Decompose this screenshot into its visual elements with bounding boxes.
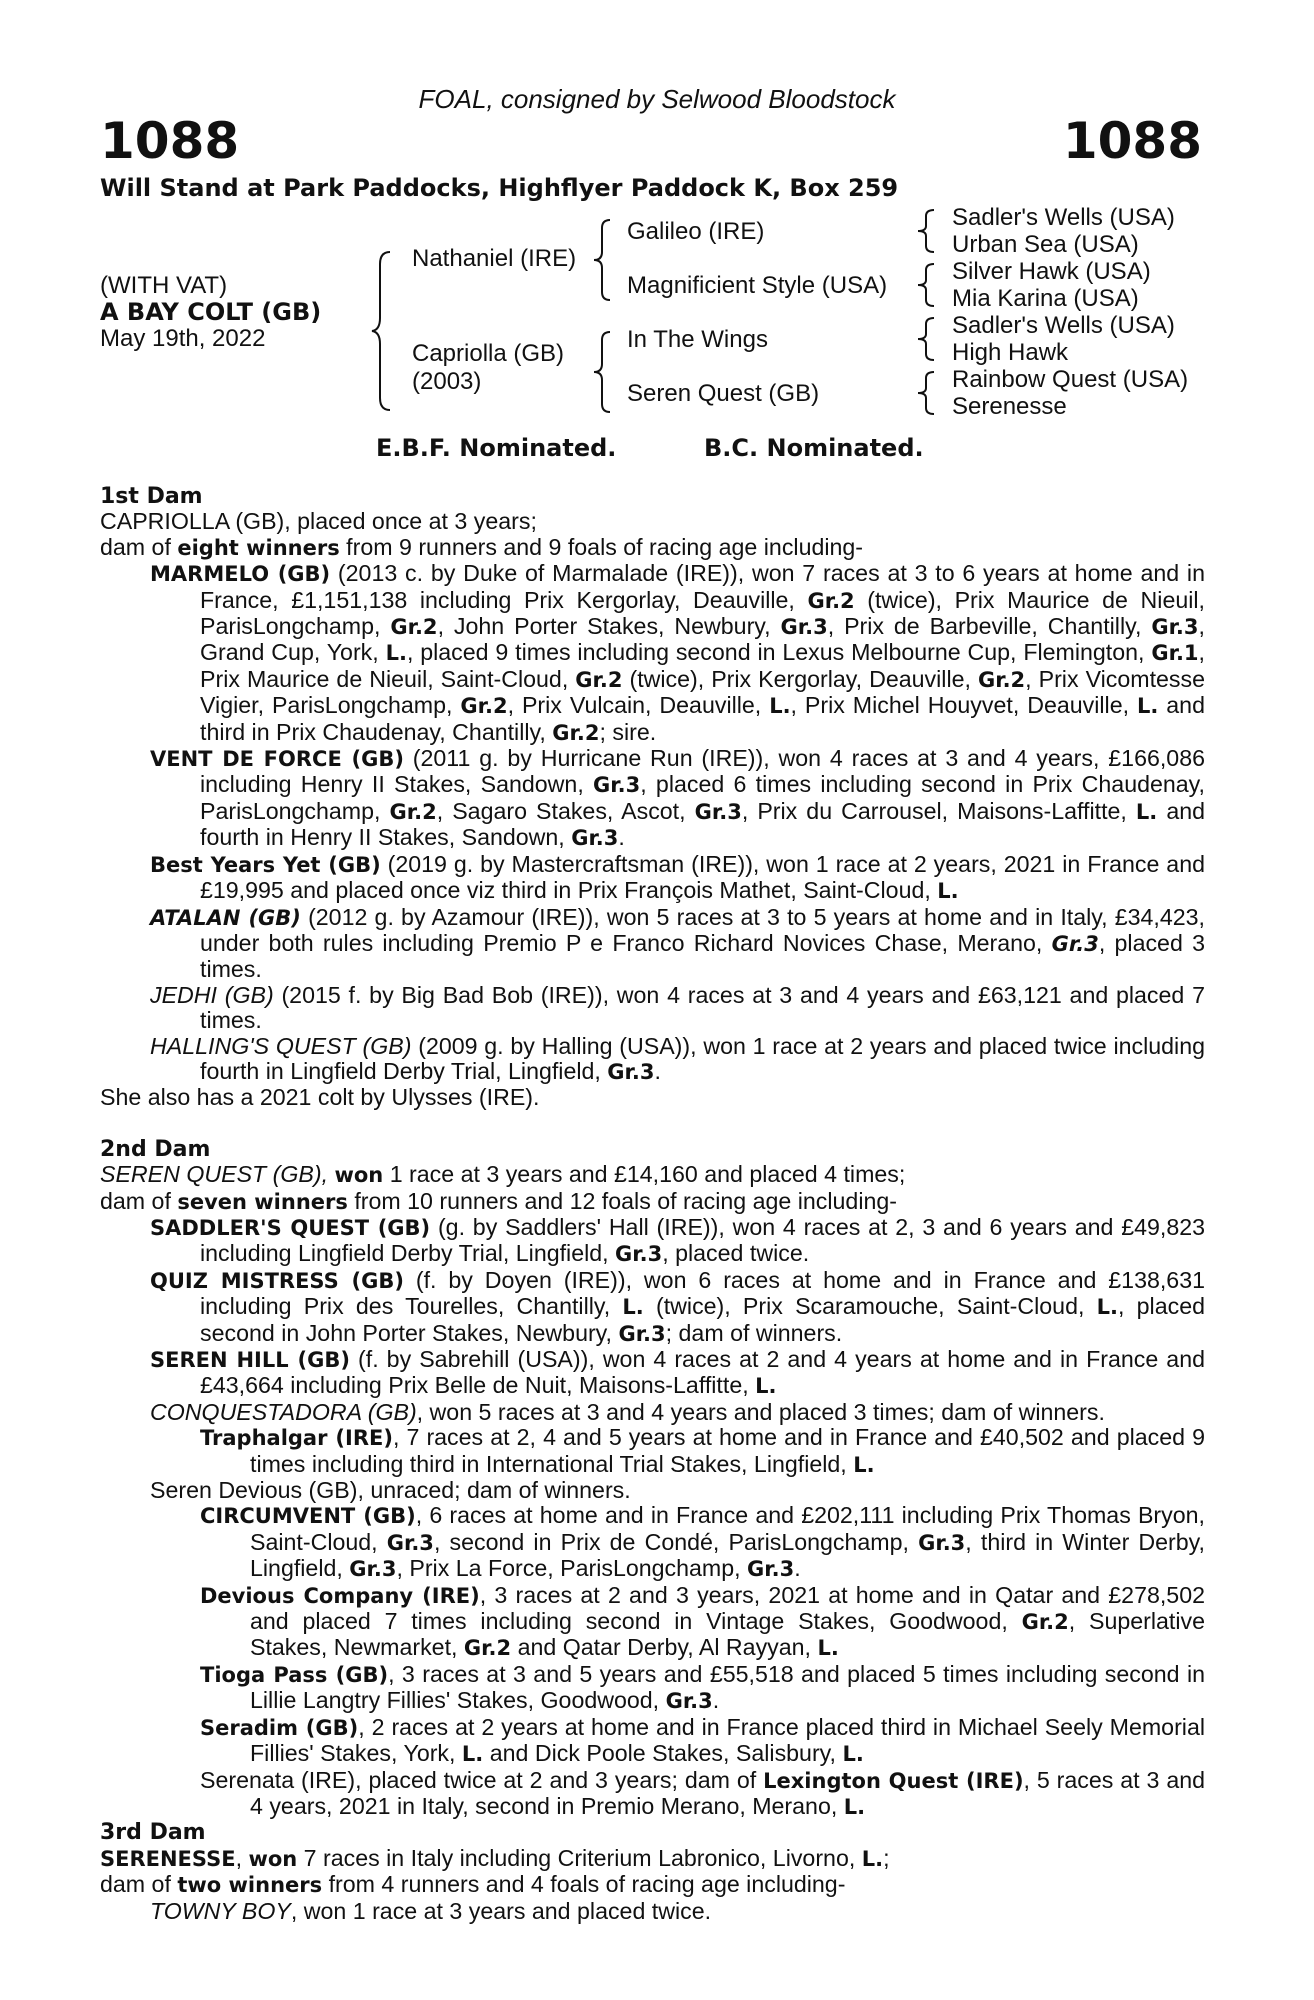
stabling-location: Will Stand at Park Paddocks, Highflyer Paddock K, Box 259 (100, 174, 899, 202)
produce-entry-conquestadora: CONQUESTADORA (GB), won 5 races at 3 and 4 years and placed 3 times; dam of winners. (150, 1398, 1105, 1425)
second-dam-line: SEREN QUEST (GB), won 1 race at 3 years and £14,160 and placed 4 times; (100, 1161, 906, 1188)
pedigree-dam-year: (2003) (412, 368, 482, 395)
pedigree-g3-7: Rainbow Quest (USA) (952, 366, 1189, 393)
produce-entry-atalan: ATALAN (GB) (2012 g. by Azamour (IRE)), won 5 races at 3 to 5 years at home and in Italy, £34,423, under both rules including Premio P e Franco Richard Novices Chase, Merano, Gr.3, placed 3 times. (150, 903, 1205, 983)
produce-entry-quiz-mistress: QUIZ MISTRESS (GB) (f. by Doyen (IRE)), won 6 races at home and in France and £138,631 including Prix des Tourelles, Chantilly, L. (twice), Prix Scaramouche, Saint-Cloud, L., placed second in John Porter Stakes, Newbury, Gr.3; dam of winners. (150, 1266, 1205, 1346)
produce-entry-saddlers-quest: SADDLER'S QUEST (GB) (g. by Saddlers' Hall (IRE)), won 4 races at 2, 3 and 6 years and £49,823 including Lingfield Derby Trial, Lingfield, Gr.3, placed twice. (150, 1213, 1206, 1267)
consignor-line: FOAL, consigned by Selwood Bloodstock (418, 84, 896, 114)
bc-nomination: B.C. Nominated. (704, 434, 924, 462)
produce-entry-tioga-pass: Tioga Pass (GB), 3 races at 3 and 5 years and £55,518 and placed 5 times including second in Lillie Langtry Fillies' Stakes, Goodwood, Gr.3. (200, 1660, 1205, 1714)
pedigree-g3-5: Sadler's Wells (USA) (952, 312, 1175, 339)
lot-number-right: 1088 (1062, 112, 1202, 170)
pedigree-dam-sire: In The Wings (627, 326, 768, 353)
produce-entry-seren-devious: Seren Devious (GB), unraced; dam of winners. (150, 1477, 631, 1504)
produce-record (100, 484, 1205, 1924)
produce-entry-towny-boy: TOWNY BOY, won 1 race at 3 years and placed twice. (150, 1897, 712, 1924)
ebf-nomination: E.B.F. Nominated. (376, 434, 617, 462)
pedigree-brace-dam (592, 330, 612, 414)
pedigree-g3-4: Mia Karina (USA) (952, 285, 1139, 312)
first-dam-also: She also has a 2021 colt by Ulysses (IRE). (100, 1084, 540, 1111)
horse-dob: May 19th, 2022 (100, 325, 266, 352)
produce-entry-jedhi: JEDHI (GB) (2015 f. by Big Bad Bob (IRE)), won 4 races at 3 and 4 years and £63,121 and placed 7 times. (150, 981, 1205, 1034)
pedigree-sire-sire: Galileo (IRE) (627, 218, 765, 245)
lot-number-left: 1088 (100, 112, 240, 170)
pedigree-brace-sire (592, 218, 612, 302)
pedigree-brace-g3 (916, 316, 936, 362)
produce-entry-seren-hill: SEREN HILL (GB) (f. by Sabrehill (USA)), won 4 races at 2 and 4 years at home and in France and £43,664 including Prix Belle de Nuit, Maisons-Laffitte, L. (150, 1346, 1205, 1399)
first-dam-summary: dam of eight winners from 9 runners and 9 foals of racing age including- (100, 533, 864, 560)
produce-entry-traphalgar: Traphalgar (IRE), 7 races at 2, 4 and 5 years at home and in France and £40,502 and placed 9 times including third in International Trial Stakes, Lingfield, L. (200, 1424, 1205, 1477)
pedigree-g3-1: Sadler's Wells (USA) (952, 204, 1175, 231)
pedigree-brace-main (370, 250, 392, 412)
produce-entry-serenata: Serenata (IRE), placed twice at 2 and 3 years; dam of Lexington Quest (IRE), 5 races at 3 and 4 years, 2021 in Italy, second in Premio Merano, Merano, L. (200, 1766, 1206, 1819)
third-dam-line: SERENESSE, won 7 races in Italy including Criterium Labronico, Livorno, L.; (100, 1844, 890, 1871)
produce-entry-devious-company: Devious Company (IRE), 3 races at 2 and 3 years, 2021 at home and in Qatar and £278,502 and placed 7 times including second in Vintage Stakes, Goodwood, Gr.2, Superlative Stakes, Newmarket, Gr.2 and Qatar Derby, Al Rayyan, L. (200, 1581, 1206, 1661)
produce-entry-circumvent: CIRCUMVENT (GB), 6 races at home and in France and £202,111 including Prix Thomas Bryon, Saint-Cloud, Gr.3, second in Prix de Condé, ParisLongchamp, Gr.3, third in Winter Derby, Lingfield, Gr.3, Prix La Force, ParisLongchamp, Gr.3. (200, 1502, 1205, 1582)
pedigree-g3-6: High Hawk (952, 339, 1069, 366)
pedigree-g3-2: Urban Sea (USA) (952, 231, 1139, 258)
pedigree-sire-dam: Magnificient Style (USA) (627, 272, 888, 299)
produce-entry-best-years-yet: Best Years Yet (GB) (2019 g. by Mastercraftsman (IRE)), won 1 race at 2 years, 2021 in France and £19,995 and placed once viz third in Prix François Mathet, Saint-Cloud, L. (150, 850, 1205, 904)
produce-entry-seradim: Seradim (GB), 2 races at 2 years at home and in France placed third in Michael Seely Memorial Fillies' Stakes, York, L. and Dick Poole Stakes, Salisbury, L. (200, 1713, 1205, 1767)
second-dam-summary: dam of seven winners from 10 runners and 12 foals of racing age including- (100, 1187, 897, 1214)
first-dam-heading: 1st Dam (100, 484, 203, 509)
first-dam-line: CAPRIOLLA (GB), placed once at 3 years; (100, 508, 537, 535)
third-dam-heading: 3rd Dam (100, 1820, 206, 1846)
second-dam-heading: 2nd Dam (100, 1136, 211, 1162)
pedigree-brace-g1 (916, 208, 936, 254)
pedigree-dam-dam: Seren Quest (GB) (627, 380, 820, 407)
third-dam-summary: dam of two winners from 4 runners and 4 foals of racing age including- (100, 1871, 846, 1898)
produce-entry-vent-de-force: VENT DE FORCE (GB) (2011 g. by Hurricane Run (IRE)), won 4 races at 3 and 4 years, £166,086 including Henry II Stakes, Sandown, Gr.3, placed 6 times including second in Prix Chaudenay, ParisLongchamp, Gr.2, Sagaro Stakes, Ascot, Gr.3, Prix du Carrousel, Maisons-Laffitte, L. and fourth in Henry II Stakes, Sandown, Gr.3. (150, 745, 1206, 851)
pedigree-g3-3: Silver Hawk (USA) (952, 258, 1151, 285)
pedigree-dam: Capriolla (GB) (412, 340, 565, 367)
pedigree-sire: Nathaniel (IRE) (412, 245, 577, 272)
pedigree-brace-g4 (916, 370, 936, 416)
horse-name: A BAY COLT (GB) (100, 298, 322, 326)
pedigree-g3-8: Serenesse (952, 393, 1067, 420)
produce-entry-hallings-quest: HALLING'S QUEST (GB) (2009 g. by Halling (USA)), won 1 race at 2 years and placed twice including fourth in Lingfield Derby Trial, Lingfield, Gr.3. (150, 1032, 1205, 1084)
vat-note: (WITH VAT) (100, 272, 228, 299)
produce-entry-marmelo: MARMELO (GB) (2013 c. by Duke of Marmalade (IRE)), won 7 races at 3 to 6 years at home and in France, £1,151,138 including Prix Kergorlay, Deauville, Gr.2 (twice), Prix Maurice de Nieuil, ParisLongchamp, Gr.2, John Porter Stakes, Newbury, Gr.3, Prix de Barbeville, Chantilly, Gr.3, Grand Cup, York, L., placed 9 times including second in Lexus Melbourne Cup, Flemington, Gr.1, Prix Maurice de Nieuil, Saint-Cloud, Gr.2 (twice), Prix Kergorlay, Deauville, Gr.2, Prix Vicomtesse Vigier, ParisLongchamp, Gr.2, Prix Vulcain, Deauville, L., Prix Michel Houyvet, Deauville, L. and third in Prix Chaudenay, Chantilly, Gr.2; sire. (150, 560, 1205, 745)
pedigree-brace-g2 (916, 262, 936, 308)
